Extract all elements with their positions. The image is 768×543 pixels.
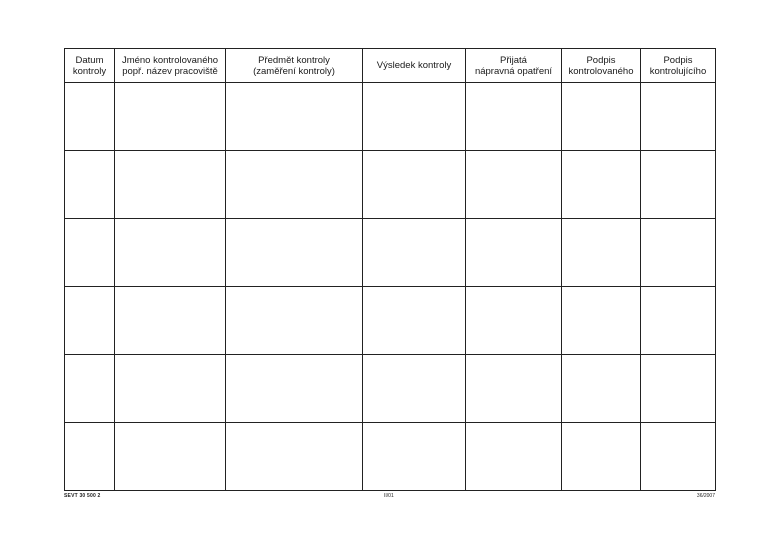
cell-inspected-name[interactable]: [115, 219, 226, 287]
cell-inspected-name[interactable]: [115, 355, 226, 423]
cell-signature-inspector[interactable]: [641, 355, 716, 423]
inspection-record-table: [64, 48, 716, 491]
header-result-line1: Výsledek kontroly: [376, 60, 452, 71]
header-corrective-measures-line2: nápravná opatření: [474, 65, 553, 77]
table-row: [65, 219, 716, 287]
cell-signature-inspected[interactable]: [562, 219, 641, 287]
page-mark: II/01: [384, 493, 394, 499]
header-inspected-name-line2: popř. název pracoviště: [122, 65, 218, 77]
cell-subject[interactable]: [226, 287, 363, 355]
table-row: [65, 423, 716, 491]
cell-signature-inspected[interactable]: [562, 287, 641, 355]
cell-signature-inspected[interactable]: [562, 151, 641, 219]
cell-date[interactable]: [65, 219, 115, 287]
header-date-line2: kontroly: [72, 65, 107, 77]
cell-signature-inspected[interactable]: [562, 355, 641, 423]
date-code: 36/2007: [696, 493, 715, 499]
cell-date[interactable]: [65, 151, 115, 219]
cell-inspected-name[interactable]: [115, 83, 226, 151]
header-signature-inspector-line2: kontrolujícího: [649, 65, 707, 77]
cell-signature-inspector[interactable]: [641, 287, 716, 355]
cell-corrective-measures[interactable]: [466, 423, 562, 491]
cell-corrective-measures[interactable]: [466, 151, 562, 219]
cell-signature-inspector[interactable]: [641, 151, 716, 219]
cell-corrective-measures[interactable]: [466, 219, 562, 287]
table-row: [65, 83, 716, 151]
table-row: [65, 287, 716, 355]
header-signature-inspector-line1: Podpis: [663, 54, 693, 66]
table-row: [65, 355, 716, 423]
cell-date[interactable]: [65, 83, 115, 151]
table-row: [65, 151, 716, 219]
cell-signature-inspected[interactable]: [562, 423, 641, 491]
cell-subject[interactable]: [226, 355, 363, 423]
cell-corrective-measures[interactable]: [466, 83, 562, 151]
cell-signature-inspector[interactable]: [641, 423, 716, 491]
header-row: [65, 49, 716, 83]
cell-date[interactable]: [65, 287, 115, 355]
header-inspected-name-line1: Jméno kontrolovaného: [121, 54, 219, 66]
cell-subject[interactable]: [226, 219, 363, 287]
cell-inspected-name[interactable]: [115, 151, 226, 219]
header-inspected-name: [115, 49, 226, 83]
cell-signature-inspected[interactable]: [562, 83, 641, 151]
header-subject-line2: (zaměření kontroly): [253, 65, 335, 77]
header-subject: [226, 49, 363, 83]
cell-corrective-measures[interactable]: [466, 287, 562, 355]
cell-inspected-name[interactable]: [115, 423, 226, 491]
header-date-line1: Datum: [75, 54, 104, 66]
header-result: [363, 49, 466, 83]
cell-corrective-measures[interactable]: [466, 355, 562, 423]
form-code: SEVT 30 500 2: [64, 493, 101, 499]
header-date: [65, 49, 115, 83]
cell-result[interactable]: [363, 355, 466, 423]
cell-signature-inspector[interactable]: [641, 219, 716, 287]
table-body: [65, 83, 716, 491]
cell-date[interactable]: [65, 423, 115, 491]
cell-result[interactable]: [363, 151, 466, 219]
header-corrective-measures-line1: Přijatá: [500, 54, 527, 66]
cell-signature-inspector[interactable]: [641, 83, 716, 151]
cell-inspected-name[interactable]: [115, 287, 226, 355]
cell-result[interactable]: [363, 287, 466, 355]
header-subject-line1: Předmět kontroly: [258, 54, 330, 66]
header-signature-inspected: [562, 49, 641, 83]
cell-result[interactable]: [363, 83, 466, 151]
header-signature-inspected-line2: kontrolovaného: [568, 65, 634, 77]
cell-subject[interactable]: [226, 83, 363, 151]
header-signature-inspector: [641, 49, 716, 83]
header-corrective-measures: [466, 49, 562, 83]
header-signature-inspected-line1: Podpis: [586, 54, 616, 66]
cell-date[interactable]: [65, 355, 115, 423]
cell-result[interactable]: [363, 219, 466, 287]
cell-subject[interactable]: [226, 423, 363, 491]
cell-result[interactable]: [363, 423, 466, 491]
cell-subject[interactable]: [226, 151, 363, 219]
